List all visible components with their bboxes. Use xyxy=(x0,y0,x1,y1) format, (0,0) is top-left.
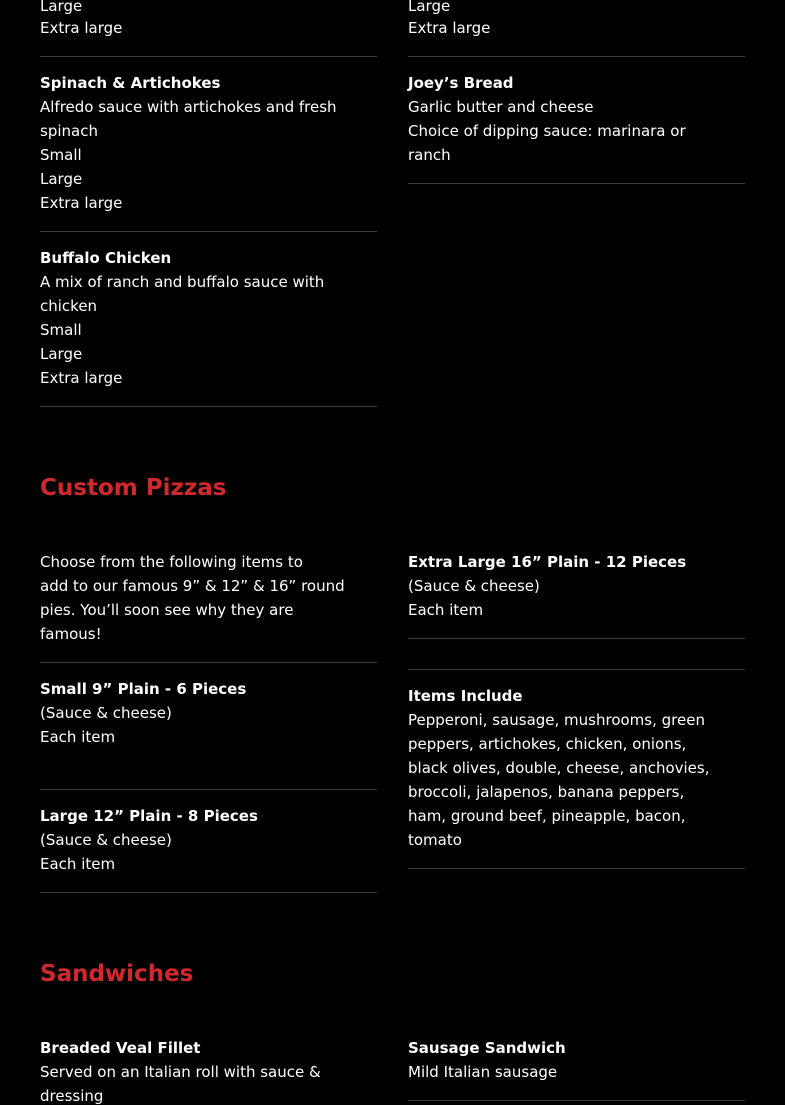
item-description: dressing xyxy=(40,1087,104,1105)
item-description: ranch xyxy=(408,146,451,164)
item-description: Alfredo sauce with artichokes and fresh xyxy=(40,98,337,116)
item-description: Mild Italian sausage xyxy=(408,1063,558,1081)
item-name: Buffalo Chicken xyxy=(40,249,172,267)
item-name: Joey’s Bread xyxy=(408,74,514,92)
divider xyxy=(40,789,377,790)
item-subtitle: (Sauce & cheese) xyxy=(40,831,172,849)
item-name: Large 12” Plain - 8 Pieces xyxy=(40,807,258,825)
size-small-label: Small xyxy=(40,146,82,164)
item-subtitle: (Sauce & cheese) xyxy=(40,704,172,722)
item-name: Spinach & Artichokes xyxy=(40,74,221,92)
size-small-label: Small xyxy=(40,321,82,339)
menu-item-joeys-bread xyxy=(408,71,745,167)
item-description: broccoli, jalapenos, banana peppers, xyxy=(408,783,685,801)
item-unit: Each item xyxy=(40,728,116,746)
item-description: peppers, artichokes, chicken, onions, xyxy=(408,735,687,753)
item-name: Small 9” Plain - 6 Pieces xyxy=(40,680,247,698)
divider xyxy=(40,892,377,893)
divider xyxy=(408,868,745,869)
size-xl-label: Extra large xyxy=(40,369,123,387)
divider xyxy=(40,56,377,57)
item-name: Items Include xyxy=(408,687,523,705)
item-description: ham, ground beef, pineapple, bacon, xyxy=(408,807,686,825)
size-large-label: Large xyxy=(40,345,83,363)
menu-item-spinach-artichokes xyxy=(40,71,377,215)
divider xyxy=(408,56,745,57)
divider xyxy=(408,1100,745,1101)
size-xl-label: Extra large xyxy=(40,19,123,37)
item-description: tomato xyxy=(408,831,462,849)
section-title-custom-pizzas: Custom Pizzas xyxy=(40,475,227,501)
item-name: Breaded Veal Fillet xyxy=(40,1039,201,1057)
divider xyxy=(408,669,745,670)
menu-item-sausage-sandwich xyxy=(408,1036,745,1084)
intro-text: Choose from the following items to xyxy=(40,553,303,571)
item-description: A mix of ranch and buffalo sauce with xyxy=(40,273,325,291)
section-title-sandwiches: Sandwiches xyxy=(40,961,194,987)
menu-item-buffalo-chicken xyxy=(40,246,377,390)
item-description: spinach xyxy=(40,122,98,140)
item-name: Sausage Sandwich xyxy=(408,1039,566,1057)
custom-pizzas-intro xyxy=(40,550,377,646)
divider xyxy=(40,662,377,663)
menu-item-breaded-veal-fillet xyxy=(40,1036,377,1105)
size-large-label: Large xyxy=(40,170,83,188)
divider xyxy=(408,638,745,639)
size-large-label: Large xyxy=(40,0,83,15)
intro-text: famous! xyxy=(40,625,102,643)
item-unit: Each item xyxy=(40,855,116,873)
intro-text: add to our famous 9” & 12” & 16” round xyxy=(40,577,345,595)
divider xyxy=(40,406,377,407)
size-large-label: Large xyxy=(408,0,451,15)
item-description: Pepperoni, sausage, mushrooms, green xyxy=(408,711,705,729)
item-subtitle: (Sauce & cheese) xyxy=(408,577,540,595)
divider xyxy=(408,183,745,184)
menu-item-xl-plain xyxy=(408,550,745,622)
size-xl-label: Extra large xyxy=(40,194,123,212)
menu-item-small-plain xyxy=(40,677,377,749)
item-unit: Each item xyxy=(408,601,484,619)
menu-item-items-include xyxy=(408,684,745,852)
item-description: Served on an Italian roll with sauce & xyxy=(40,1063,321,1081)
item-description: chicken xyxy=(40,297,98,315)
item-description: Garlic butter and cheese xyxy=(408,98,594,116)
divider xyxy=(40,231,377,232)
menu-item-large-plain xyxy=(40,804,377,876)
item-description: Choice of dipping sauce: marinara or xyxy=(408,122,686,140)
item-description: black olives, double, cheese, anchovies, xyxy=(408,759,710,777)
size-xl-label: Extra large xyxy=(408,19,491,37)
item-name: Extra Large 16” Plain - 12 Pieces xyxy=(408,553,687,571)
intro-text: pies. You’ll soon see why they are xyxy=(40,601,294,619)
